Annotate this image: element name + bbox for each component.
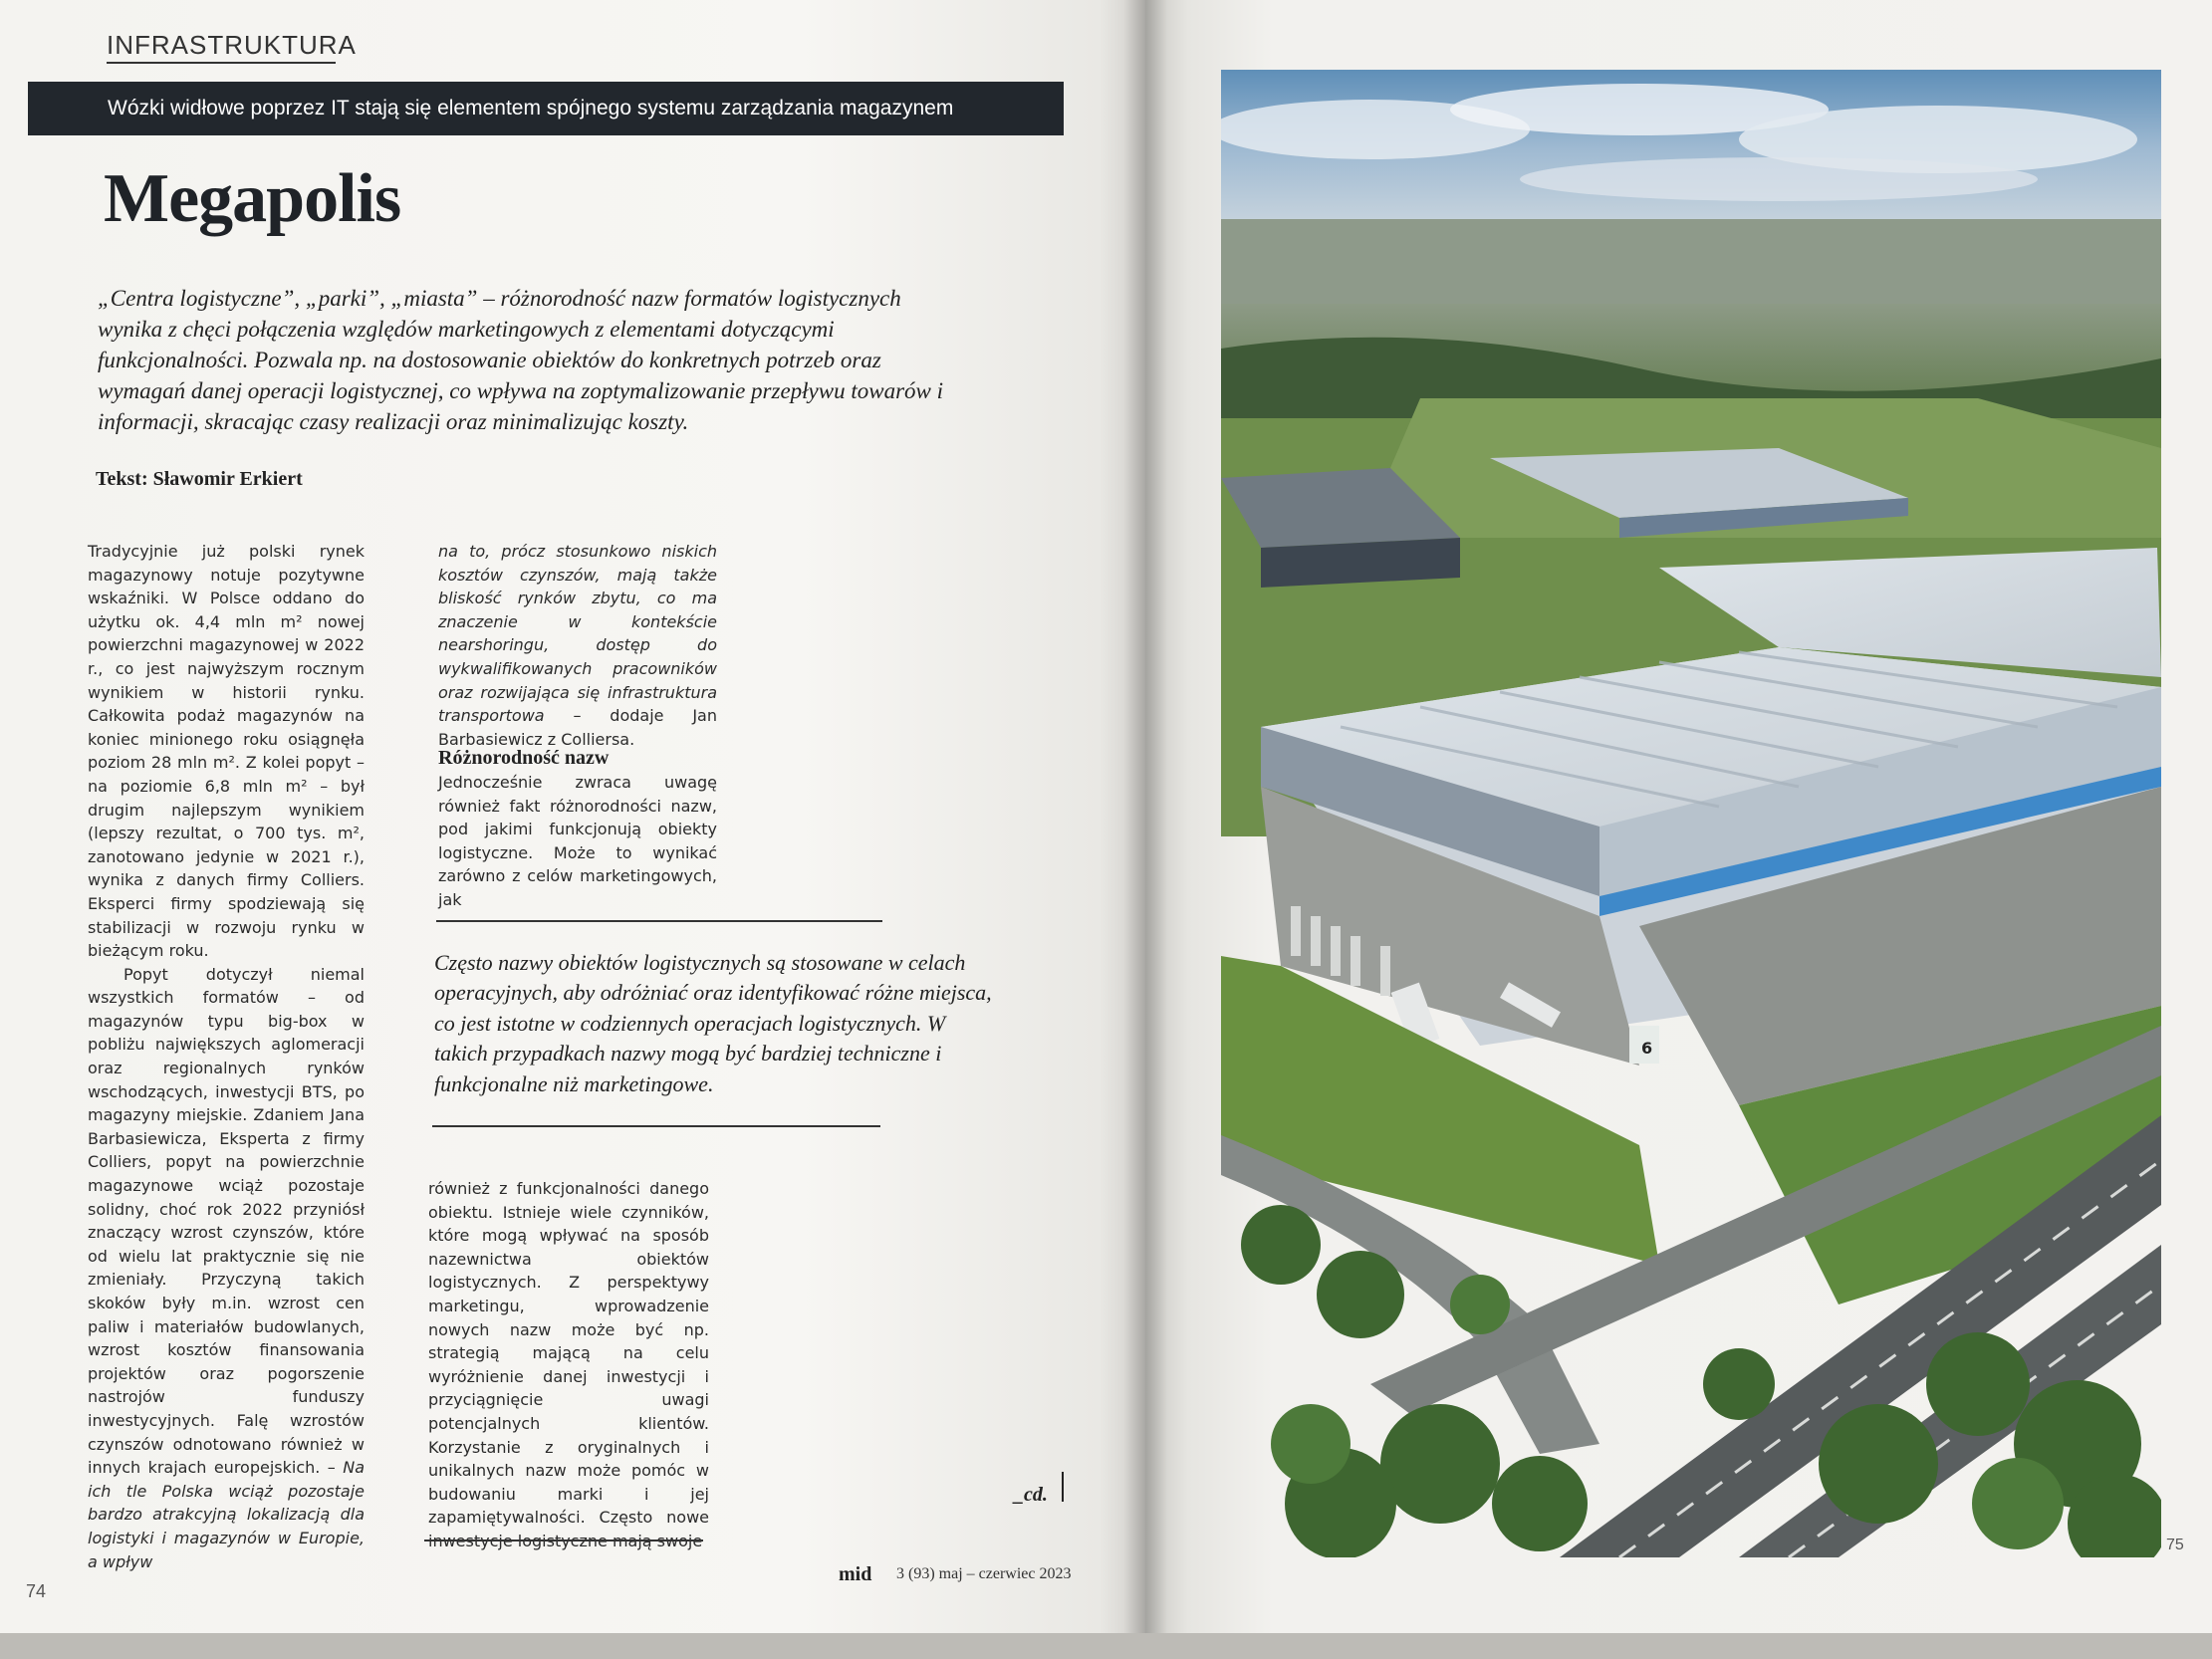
section-label: INFRASTRUKTURA [107,30,357,60]
column-2-bottom: również z funkcjonalności danego obiektu. Istnieje wiele czynników, które mogą wpływać na sposób nazewnictwa obiektów logistycznych. Z perspektywy marketingu, wprowadzenie nowych nazw może być np. strategią mającą na celu wyróżnienie danej inwestycji i przyciągnięcie uwagi potencjalnych klientów. Korzystanie z oryginalnych i unikalnych nazw może pomóc w budowaniu marki i jej zapamiętywalności. Często nowe [428,1179,709,1528]
page-gutter [1123,0,1167,1659]
pullquote-rule-bottom [432,1125,880,1127]
aerial-warehouse-photo [1221,70,2161,1557]
column-2-quote: na to, prócz stosunkowo niskich kosztów czynszów, mają także bliskość rynków zbytu, co ma znaczenie w kontekście nearshoringu, dostęp do wykwalifikowanych pracowników oraz rozwijająca się infrastruktura transportowa [438,542,717,726]
column-2-top [438,540,717,751]
article-title: Megapolis [104,160,401,237]
column-end-rule [424,1540,703,1541]
photo-sign-text: 6 [1641,1039,1653,1058]
section-underline [107,62,336,64]
column-1-quote: Na ich tle Polska wciąż pozostaje bardzo atrakcyjną lokalizacją dla logistyki i magazynów w Europie, a wpływ [88,1458,365,1571]
continued-marker: _cd. [1014,1484,1048,1506]
continued-bar [1062,1472,1064,1502]
table-surface [0,1633,2212,1659]
pullquote-rule-top [436,920,882,922]
column-2-attribution: – dodaje Jan Barbasiewicz z Colliersa. [438,706,717,749]
page-number-left: 74 [26,1581,47,1601]
page-number-right: 75 [2166,1537,2184,1553]
continued-text: cd. [1024,1484,1048,1506]
column-2-subsection: Jednocześnie zwraca uwagę również fakt różnorodności nazw, pod jakimi funkcjonują obiekty logistyczne. Może to wynikać zarówno z celów marketingowych, jak [438,773,717,909]
column-1 [88,540,365,1573]
banner-heading: Wózki widłowe poprzez IT stają się elementem spójnego systemu zarządzania magazynem [28,82,1064,135]
magazine-logo: mid [839,1563,872,1585]
pull-quote: Często nazwy obiektów logistycznych są stosowane w celach operacyjnych, aby odróżniać oraz identyfikować różne miejsca, co jest istotne w codziennych operacjach logistycznych. W takich przypadkach nazwy mogą być bardziej techniczne i funkcjonalne niż marketingowe. [434,950,992,1096]
subheading: Różnorodność nazw [438,747,610,769]
article-author: Tekst: Sławomir Erkiert [96,468,303,490]
issue-info: 3 (93) maj – czerwiec 2023 [896,1565,1072,1582]
column-1-paragraph-2: Popyt dotyczył niemal wszystkich formatów – od magazynów typu big-box w pobliżu największych aglomeracji oraz regionalnych rynków wschodzących, inwestycji BTS, po magazyny miejskie. Zdaniem Jana Barbasiewicza, Eksperta z firmy Colliers, popyt na powierzchnie magazynowe wciąż pozostaje solidny, choć rok 2022 przyniósł znaczący wzrost czynszów, które od wielu lat praktycznie się nie zmieniały. Przyczyną takich skoków były m.in. wzrost cen paliw i materiałów budowlanych, wzrost kosztów finansowania projektów oraz pogorszenie nastrojów funduszy inwestycyjnych. Falę wzrostów czynszów odnotowano również w innych krajach europejskich. – [88,964,365,1478]
column-1-paragraph-1: Tradycyjnie już polski rynek magazynowy notuje pozytywne wskaźniki. W Polsce oddano do użytku ok. 4,4 mln m² nowej powierzchni magazynowej w 2022 r., co jest najwyższym rocznym wynikiem w historii rynku. Całkowita podaż magazynów na koniec minionego roku osiągnęła poziom 28 mln m². Z kolei popyt – na poziomie 6,8 mln m² – był drugim najlepszym wynikiem (lepszy rezultat, o 700 tys. m², zanotowano jedynie w 2021 r.), wynika z danych firmy Colliers. Eksperci firmy spodziewają się stabilizacji w rozwoju rynku w bieżącym roku. [88,542,365,961]
article-lead: „Centra logistyczne”, „parki”, „miasta” – różnorodność nazw formatów logistycznych wynika z chęci połączenia względów marketingowych z elementami dotyczącymi funkcjonalności. Pozwala np. na dostosowanie obiektów do konkretnych potrzeb oraz wymagań danej operacji logistycznej, co wpływa na zoptymalizowanie przepływu towarów i informacji, skracając czasy realizacji oraz minimalizując koszty. [98,286,944,434]
aerial-photo-illustration [1221,70,2161,1557]
